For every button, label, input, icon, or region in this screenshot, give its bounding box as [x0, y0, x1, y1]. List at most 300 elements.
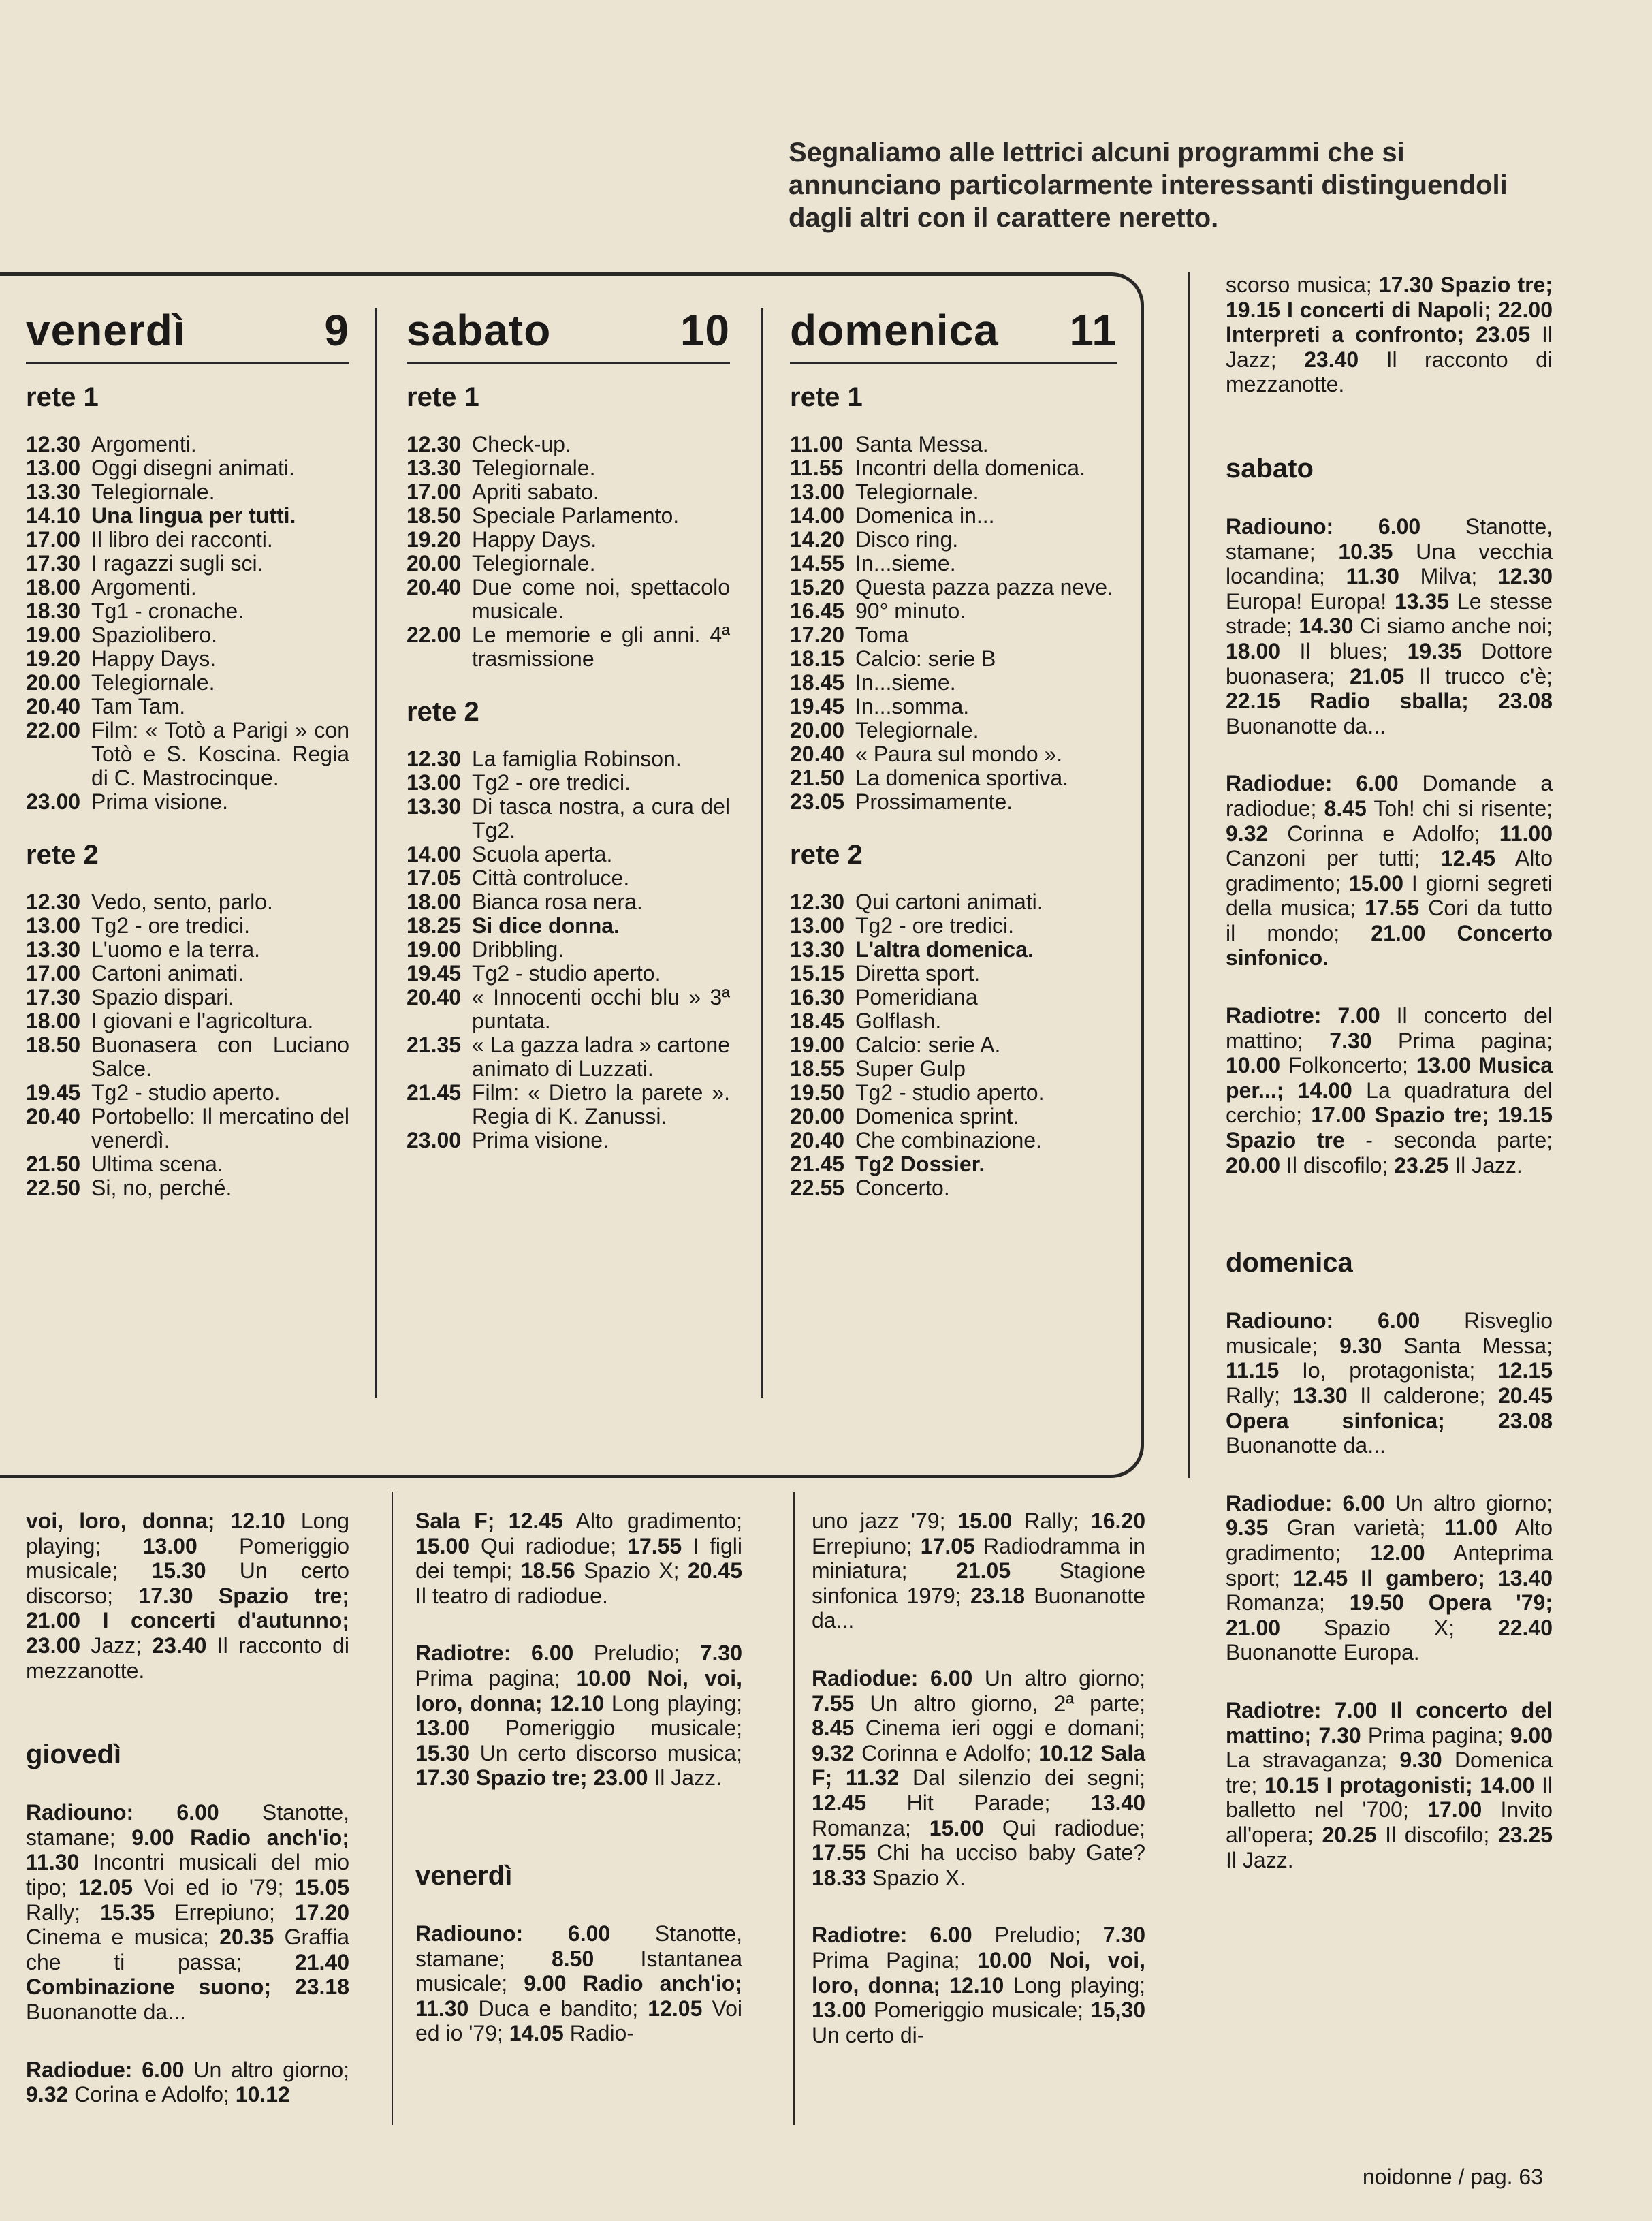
- radio-text-segment: Europa! Europa!: [1226, 588, 1395, 614]
- program-row: [790, 480, 1117, 504]
- radio-text-segment: 23.08: [1497, 689, 1553, 714]
- radio-text-segment: 23.25: [1394, 1152, 1449, 1178]
- program-row: [407, 986, 730, 1033]
- program-title: In...sieme.: [855, 551, 956, 576]
- program-time: 18.00: [26, 1009, 81, 1033]
- radio-text-segment: 8.45: [1324, 796, 1367, 821]
- program-row: [26, 599, 349, 623]
- radio-text-segment: 10.15 I protagonisti;: [1264, 1772, 1480, 1797]
- day-heading: [407, 303, 730, 364]
- radio-text-segment: 12.00: [1370, 1540, 1425, 1565]
- radio-text-segment: Jazz;: [80, 1633, 153, 1658]
- intro-text: Segnaliamo alle lettrici alcuni programmi che si annunciano particolarmente interessanti distinguendoli dagli altri con il carattere neretto.: [789, 138, 1508, 233]
- radio-text-segment: Radio-: [563, 2021, 634, 2046]
- radio-text-segment: 13.30: [1292, 1383, 1348, 1408]
- program-row: [790, 552, 1117, 576]
- program-row: [790, 742, 1117, 766]
- radio-text-segment: 17.55: [812, 1840, 867, 1865]
- radio-text-segment: 14.00: [1297, 1077, 1352, 1103]
- program-time: 19.45: [26, 1080, 81, 1105]
- program-time: 21.35: [407, 1033, 462, 1057]
- program-title: Che combinazione.: [855, 1128, 1042, 1152]
- program-time: 18.00: [26, 575, 81, 599]
- radio-text-segment: 13.00: [415, 1716, 471, 1741]
- program-row: [26, 480, 349, 504]
- radio-text-segment: Alto gradimento;: [1226, 846, 1553, 896]
- radio-text-segment: 13.00: [812, 1998, 867, 2023]
- radio-text-segment: 23.05: [1476, 322, 1531, 347]
- radio-text-segment: 22.00 Interpreti a confronto;: [1226, 297, 1553, 347]
- program-row: [26, 671, 349, 695]
- program-title: Prossimamente.: [855, 789, 1013, 814]
- program-time: 20.00: [407, 551, 462, 576]
- program-time: 17.00: [26, 527, 81, 552]
- radio-text-segment: Stanotte, stamane;: [415, 1921, 742, 1971]
- radio-text-segment: 20.45: [687, 1558, 743, 1584]
- program-time: 17.20: [790, 623, 845, 647]
- program-title: Argomenti.: [91, 432, 197, 456]
- program-row: [790, 1057, 1117, 1081]
- radio-text-segment: 9.32: [26, 2082, 69, 2107]
- program-time: 13.00: [26, 456, 81, 480]
- program-row: [407, 528, 730, 552]
- radio-text-segment: 14.05: [509, 2021, 564, 2046]
- radio-text-segment: I giorni segreti della musica;: [1226, 870, 1553, 921]
- radio-paragraph: [1226, 1003, 1553, 1178]
- radio-text-segment: 17.55: [627, 1533, 682, 1558]
- program-time: 13.00: [407, 770, 462, 795]
- program-title: Buonasera con Luciano Salce.: [91, 1033, 349, 1081]
- radio-text-segment: Radiouno: 6.00: [1226, 514, 1421, 539]
- radio-text-segment: Radiotre: 6.00: [812, 1923, 972, 1948]
- program-time: 22.00: [407, 623, 462, 647]
- program-time: 21.45: [407, 1080, 462, 1105]
- radio-text-segment: Milva;: [1399, 564, 1498, 589]
- radio-text-segment: Radiodramma in miniatura;: [812, 1533, 1146, 1584]
- radio-text-segment: Il Jazz.: [1448, 1152, 1523, 1178]
- program-time: 19.00: [407, 937, 462, 962]
- day-column-domenica: [790, 303, 1117, 1200]
- program-time: 18.15: [790, 646, 845, 671]
- radio-text-segment: 11.15: [1226, 1358, 1280, 1383]
- radio-text-segment: Prima pagina;: [1371, 1028, 1553, 1053]
- radio-text-segment: 18.00: [1226, 638, 1281, 663]
- radio-text-segment: Le stesse strade;: [1226, 588, 1553, 639]
- program-row: [26, 986, 349, 1009]
- network-heading: rete 1: [407, 382, 479, 412]
- radio-text-segment: 14.30: [1299, 614, 1354, 639]
- radio-paragraph: [1226, 514, 1553, 738]
- radio-text-segment: 11.00: [1444, 1515, 1498, 1541]
- program-time: 17.00: [26, 961, 81, 986]
- program-title: Telegiornale.: [855, 718, 979, 742]
- radio-paragraph: [812, 1923, 1145, 2047]
- radio-text-segment: 9.00 Radio anch'io;: [524, 1971, 742, 1996]
- radio-paragraph: [1226, 1698, 1553, 1872]
- program-time: 20.00: [26, 670, 81, 695]
- radio-text-segment: 13.40: [1497, 1565, 1553, 1590]
- program-row: [407, 962, 730, 986]
- radio-text-segment: Il calderone;: [1347, 1383, 1498, 1408]
- program-row: [407, 456, 730, 480]
- program-time: 18.55: [790, 1056, 845, 1081]
- radio-text-segment: 18.33: [812, 1865, 867, 1890]
- program-title: Due come noi, spettacolo musicale.: [472, 575, 730, 623]
- program-time: 17.30: [26, 985, 81, 1009]
- radio-column-1: [26, 1509, 349, 2140]
- radio-text-segment: 23.18: [294, 1974, 349, 2000]
- program-time: 20.00: [790, 718, 845, 742]
- radio-text-segment: Il balletto nel '700;: [1226, 1772, 1553, 1823]
- radio-text-segment: 19.35: [1407, 638, 1462, 663]
- program-title: Golflash.: [855, 1009, 942, 1033]
- program-row: [26, 962, 349, 986]
- radio-text-segment: 21.00 Concerto sinfonico.: [1226, 920, 1553, 971]
- program-row: [407, 1033, 730, 1081]
- radio-text-segment: Radiotre: 7.00: [1226, 1003, 1380, 1028]
- program-row: [26, 623, 349, 647]
- program-row: [26, 528, 349, 552]
- program-title: Tg2 - studio aperto.: [472, 961, 661, 986]
- radio-text-segment: 23.40: [1304, 347, 1359, 372]
- radio-text-segment: - seconda parte;: [1344, 1128, 1553, 1153]
- day-number: 9: [324, 306, 349, 355]
- radio-text-segment: 12.30: [1497, 564, 1553, 589]
- radio-text-segment: 10.35: [1338, 539, 1393, 564]
- program-row: [790, 1009, 1117, 1033]
- radio-text-segment: Il racconto di mezzanotte.: [26, 1633, 350, 1683]
- program-title: Toma: [855, 623, 909, 647]
- program-row: [407, 432, 730, 456]
- radio-text-segment: Il racconto di mezzanotte.: [1226, 347, 1553, 397]
- radio-text-segment: 15.30: [415, 1740, 471, 1765]
- program-row: [790, 790, 1117, 814]
- radio-text-segment: 10.00 Noi, voi, loro, donna; 12.10: [812, 1947, 1146, 1998]
- radio-paragraph: [415, 1509, 742, 1608]
- radio-text-segment: Prima Pagina;: [812, 1947, 978, 1972]
- radio-text-segment: Il Jazz.: [648, 1765, 722, 1791]
- radio-text-segment: 9.30: [1399, 1748, 1442, 1773]
- radio-text-segment: 9.00: [1510, 1722, 1553, 1748]
- radio-text-segment: 12.05: [648, 1996, 703, 2021]
- radio-text-segment: 11.30: [1346, 564, 1399, 589]
- program-title: Argomenti.: [91, 575, 197, 599]
- radio-text-segment: Prima pagina;: [1361, 1722, 1510, 1748]
- program-time: 19.20: [26, 646, 81, 671]
- radio-text-segment: Rally;: [26, 1900, 101, 1925]
- program-time: 16.30: [790, 985, 845, 1009]
- radio-text-segment: 17.05: [920, 1533, 975, 1558]
- program-title: Telegiornale.: [91, 670, 215, 695]
- program-time: 18.50: [407, 503, 462, 528]
- program-title: Prima visione.: [91, 789, 228, 814]
- program-time: 13.30: [26, 937, 81, 962]
- radio-text-segment: Voi ed io '79;: [133, 1874, 295, 1900]
- radio-text-segment: Corina e Adolfo;: [68, 2082, 236, 2107]
- program-time: 13.00: [790, 913, 845, 938]
- radio-text-segment: Romanza;: [1226, 1590, 1350, 1616]
- program-time: 19.45: [790, 694, 845, 719]
- radio-text-segment: Il blues;: [1280, 638, 1408, 663]
- program-row: [26, 552, 349, 576]
- radio-text-segment: Folkoncerto;: [1280, 1053, 1416, 1078]
- program-title: Si, no, perché.: [91, 1176, 232, 1200]
- radio-text-segment: 10.00 Noi, voi, loro, donna; 12.10: [415, 1665, 742, 1716]
- program-time: 13.30: [26, 479, 81, 504]
- radio-text-segment: 11.30: [415, 1996, 469, 2021]
- radio-text-segment: Gran varietà;: [1268, 1515, 1444, 1541]
- radio-text-segment: 10.12: [235, 2082, 290, 2107]
- radio-text-segment: 14.00: [1480, 1772, 1535, 1797]
- program-row: [26, 719, 349, 790]
- radio-text-segment: Long playing;: [1004, 1972, 1145, 1998]
- program-title: Tg2 - studio aperto.: [91, 1080, 281, 1105]
- radio-text-segment: 9.32: [812, 1740, 855, 1765]
- program-time: 21.50: [26, 1152, 81, 1176]
- radio-text-segment: 17.20: [294, 1900, 349, 1925]
- program-time: 19.00: [790, 1033, 845, 1057]
- program-time: 19.50: [790, 1080, 845, 1105]
- radio-text-segment: Voi ed io '79;: [415, 1996, 743, 2046]
- program-time: 22.00: [26, 718, 81, 742]
- program-row: [790, 766, 1117, 790]
- program-row: [407, 1081, 730, 1129]
- radio-text-segment: 21.00 I concerti d'autunno;: [26, 1608, 349, 1633]
- program-row: [790, 1105, 1117, 1129]
- radio-text-segment: Errepiuno;: [812, 1533, 921, 1558]
- program-title: L'uomo e la terra.: [91, 937, 261, 962]
- radio-text-segment: Io, protagonista;: [1279, 1358, 1498, 1383]
- radio-text-segment: 20.00: [1226, 1152, 1281, 1178]
- program-title: Diretta sport.: [855, 961, 981, 986]
- program-title: Film: « Dietro la parete ». Regia di K. Zanussi.: [472, 1080, 730, 1129]
- radio-text-segment: Prima pagina;: [415, 1665, 577, 1690]
- radio-text-segment: Radiodue: 6.00: [1226, 771, 1399, 796]
- radio-day-heading: domenica: [1226, 1248, 1353, 1278]
- program-time: 16.45: [790, 599, 845, 623]
- program-row: [26, 1152, 349, 1176]
- column-divider: [793, 1492, 795, 2125]
- program-time: 18.50: [26, 1033, 81, 1057]
- radio-text-segment: 18.56: [520, 1558, 575, 1584]
- program-title: Qui cartoni animati.: [855, 889, 1043, 914]
- radio-text-segment: Radiotre: 7.00 Il concerto del mattino;: [1226, 1697, 1553, 1748]
- program-title: Telegiornale.: [91, 479, 215, 504]
- radio-paragraph: [1226, 1491, 1553, 1665]
- radio-text-segment: Domenica tre;: [1226, 1748, 1553, 1797]
- program-title: In...somma.: [855, 694, 970, 719]
- program-title: Super Gulp: [855, 1056, 966, 1081]
- radio-text-segment: Corinna e Adolfo;: [854, 1740, 1039, 1765]
- radio-paragraph: [26, 1800, 349, 2024]
- radio-text-segment: Il teatro di radiodue.: [415, 1583, 608, 1608]
- radio-text-segment: Qui radiodue;: [470, 1533, 628, 1558]
- program-time: 12.30: [407, 432, 462, 456]
- column-divider: [375, 308, 377, 1398]
- radio-text-segment: Rally;: [1012, 1509, 1091, 1533]
- radio-text-segment: 22.40: [1497, 1615, 1553, 1640]
- program-row: [790, 647, 1117, 671]
- program-time: 11.55: [790, 456, 844, 480]
- radio-text-segment: Stagione sinfonica 1979;: [812, 1558, 1145, 1608]
- program-time: 19.00: [26, 623, 81, 647]
- program-row: [26, 1176, 349, 1200]
- network-heading: rete 2: [407, 697, 479, 727]
- radio-text-segment: Dal silenzio dei segni;: [899, 1765, 1146, 1791]
- program-title: Santa Messa.: [855, 432, 989, 456]
- radio-day-heading: sabato: [1226, 453, 1314, 484]
- radio-text-segment: 15.30: [151, 1558, 206, 1584]
- day-name: venerdì: [26, 306, 186, 355]
- radio-text-segment: Stanotte, stamane;: [1226, 514, 1553, 564]
- program-title: I ragazzi sugli sci.: [91, 551, 264, 576]
- program-time: 14.20: [790, 527, 845, 552]
- radio-text-segment: 17.00: [1427, 1797, 1482, 1823]
- program-title: Spaziolibero.: [91, 623, 217, 647]
- program-row: [407, 795, 730, 842]
- radio-text-segment: 21.40 Combinazione suono;: [26, 1949, 349, 2000]
- radio-text-segment: 15.00: [1348, 870, 1403, 896]
- program-title: Vedo, sento, parlo.: [91, 889, 273, 914]
- radio-text-segment: Buonanotte da...: [1226, 713, 1386, 738]
- program-time: 11.00: [790, 432, 844, 456]
- program-time: 12.30: [790, 889, 845, 914]
- program-row: [26, 695, 349, 719]
- radio-text-segment: Hit Parade;: [866, 1790, 1091, 1815]
- radio-text-segment: Il discofilo;: [1376, 1822, 1498, 1847]
- program-row: [26, 938, 349, 962]
- program-time: 19.20: [407, 527, 462, 552]
- radio-text-segment: Anteprima sport;: [1226, 1540, 1553, 1590]
- radio-text-segment: 23.40: [152, 1633, 207, 1658]
- program-row: [407, 771, 730, 795]
- radio-text-segment: Un certo discorso;: [26, 1558, 350, 1608]
- day-number: 10: [680, 306, 730, 355]
- program-time: 21.50: [790, 766, 845, 790]
- radio-text-segment: Graffia che ti passa;: [26, 1925, 350, 1974]
- program-row: [407, 890, 730, 914]
- radio-paragraph: [415, 1921, 742, 2046]
- program-title: Film: « Totò a Parigi » con Totò e S. Koscina. Regia di C. Mastrocinque.: [91, 718, 349, 790]
- program-row: [26, 1009, 349, 1033]
- radio-text-segment: Chi ha ucciso baby Gate?: [866, 1840, 1145, 1865]
- program-time: 18.30: [26, 599, 81, 623]
- program-time: 18.00: [407, 889, 462, 914]
- radio-text-segment: 11.00: [1499, 821, 1553, 846]
- radio-text-segment: Radiodue: 6.00: [26, 2057, 185, 2082]
- program-row: [790, 1152, 1117, 1176]
- radio-paragraph: [415, 1641, 742, 1791]
- radio-text-segment: 13.40: [1090, 1790, 1145, 1815]
- radio-text-segment: 15.00: [957, 1509, 1013, 1533]
- radio-text-segment: Il concerto del mattino;: [1226, 1003, 1553, 1053]
- program-title: Una lingua per tutti.: [91, 503, 296, 528]
- program-title: « Innocenti occhi blu » 3ª puntata.: [472, 985, 730, 1033]
- program-title: 90° minuto.: [855, 599, 966, 623]
- program-time: 13.00: [26, 913, 81, 938]
- day-number: 11: [1069, 306, 1117, 355]
- program-row: [26, 890, 349, 914]
- radio-text-segment: 12.45 Il gambero;: [1293, 1565, 1498, 1590]
- radio-text-segment: Un certo discorso musica;: [470, 1740, 742, 1765]
- radio-text-segment: 12.45: [1440, 846, 1496, 871]
- program-title: Dribbling.: [472, 937, 565, 962]
- radio-text-segment: 9.32: [1226, 821, 1269, 846]
- day-name: sabato: [407, 306, 552, 355]
- program-time: 13.30: [407, 794, 462, 819]
- program-time: 13.30: [407, 456, 462, 480]
- program-time: 12.30: [26, 432, 81, 456]
- radio-text-segment: Dottore buonasera;: [1226, 638, 1553, 689]
- radio-text-segment: Radiouno: 6.00: [415, 1921, 611, 1946]
- program-title: L'altra domenica.: [855, 937, 1034, 962]
- program-row: [790, 1081, 1117, 1105]
- radio-text-segment: voi, loro, donna; 12.10: [26, 1509, 285, 1533]
- program-time: 19.45: [407, 961, 462, 986]
- program-title: Happy Days.: [91, 646, 217, 671]
- program-title: Spazio dispari.: [91, 985, 234, 1009]
- radio-text-segment: 7.55: [812, 1690, 855, 1716]
- radio-column-2: [415, 1509, 742, 2079]
- radio-text-segment: 7.30: [1329, 1028, 1372, 1053]
- program-time: 18.45: [790, 670, 845, 695]
- radio-text-segment: 17.30 Spazio tre;: [1378, 272, 1553, 297]
- radio-text-segment: Un altro giorno;: [184, 2057, 350, 2082]
- program-row: [407, 747, 730, 771]
- radio-text-segment: 17.30 Spazio tre; 23.00: [415, 1765, 648, 1791]
- radio-paragraph: [812, 1666, 1145, 1890]
- radio-text-segment: La quadratura del cerchio;: [1226, 1077, 1553, 1128]
- radio-text-segment: Alto gradimento;: [1226, 1515, 1553, 1565]
- program-row: [407, 480, 730, 504]
- radio-text-segment: 23.25: [1497, 1822, 1553, 1847]
- radio-text-segment: Radiouno: 6.00: [1226, 1308, 1420, 1334]
- radio-paragraph: [1226, 272, 1553, 397]
- program-title: Tg2 - ore tredici.: [91, 913, 250, 938]
- program-title: Tg2 - ore tredici.: [472, 770, 631, 795]
- program-title: Prima visione.: [472, 1128, 609, 1152]
- radio-text-segment: Sala F; 12.45: [415, 1509, 563, 1533]
- program-title: « Paura sul mondo ».: [855, 742, 1063, 766]
- program-row: [790, 599, 1117, 623]
- radio-text-segment: Radiouno: 6.00: [26, 1800, 219, 1825]
- program-row: [407, 552, 730, 576]
- radio-text-segment: Il discofilo;: [1280, 1152, 1395, 1178]
- radio-paragraph: [1226, 1308, 1553, 1458]
- radio-text-segment: 7.30: [699, 1641, 742, 1666]
- radio-text-segment: Romanza;: [812, 1815, 930, 1840]
- radio-text-segment: Un altro giorno;: [1384, 1490, 1553, 1515]
- program-row: [26, 576, 349, 599]
- program-title: Domenica sprint.: [855, 1104, 1019, 1129]
- program-title: Città controluce.: [472, 866, 630, 890]
- radio-text-segment: 21.05: [1350, 663, 1405, 689]
- radio-text-segment: Spazio X;: [1280, 1615, 1498, 1640]
- day-column-venerdi: [26, 303, 349, 1200]
- radio-day-heading: giovedì: [26, 1739, 122, 1770]
- program-row: [790, 1129, 1117, 1152]
- program-row: [790, 695, 1117, 719]
- radio-text-segment: 15,30: [1090, 1998, 1145, 2023]
- radio-text-segment: Radiodue: 6.00: [1226, 1490, 1385, 1515]
- day-column-sabato: [407, 303, 730, 1152]
- radio-text-segment: 15.35: [100, 1900, 155, 1925]
- radio-text-segment: Cinema ieri oggi e domani;: [854, 1716, 1145, 1741]
- radio-text-segment: 17.30 Spazio tre;: [138, 1583, 350, 1608]
- radio-text-segment: Errepiuno;: [155, 1900, 295, 1925]
- radio-text-segment: Il Jazz;: [1226, 322, 1553, 372]
- program-title: Oggi disegni animati.: [91, 456, 295, 480]
